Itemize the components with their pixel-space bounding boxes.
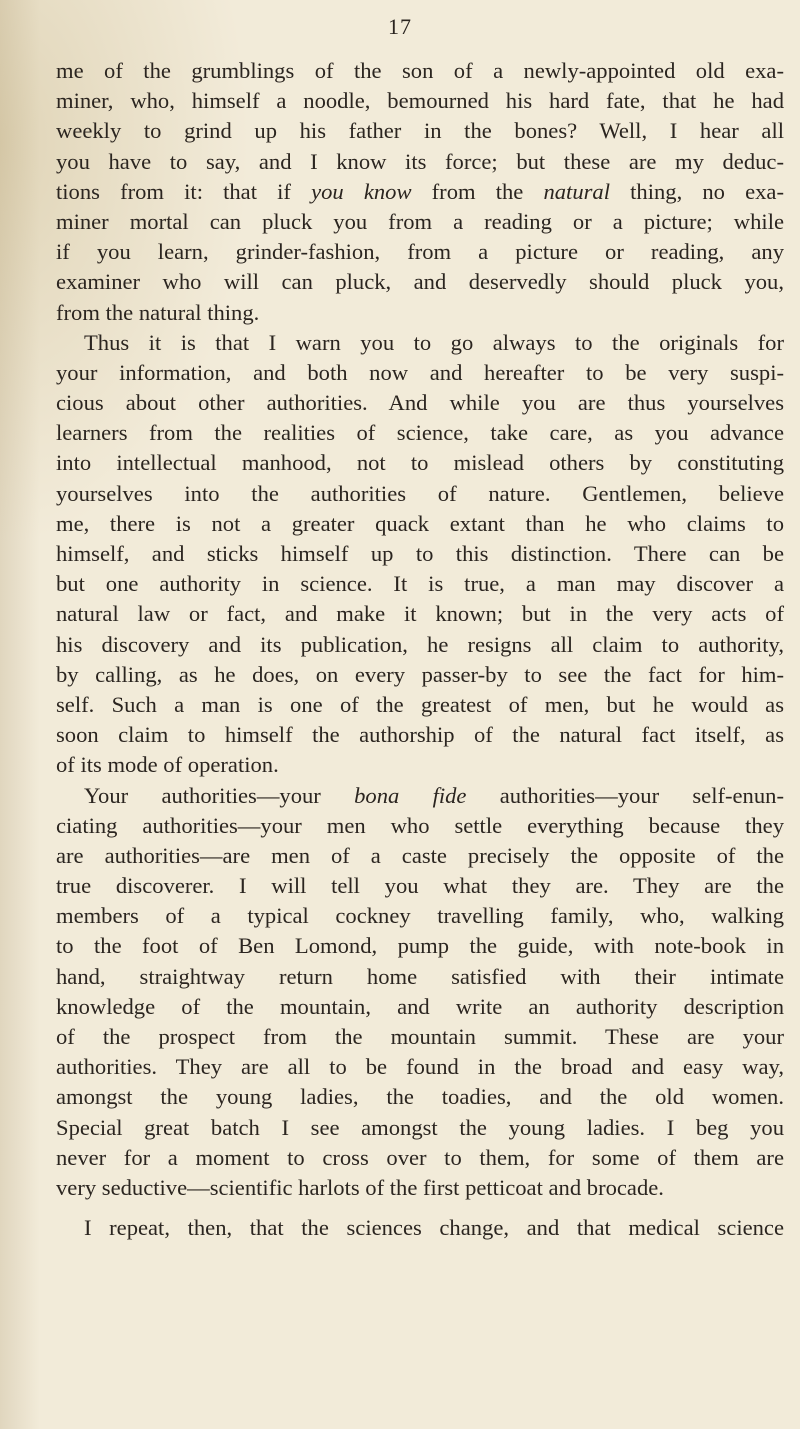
text-line: if you learn, grinder-fashion, from a picture or reading, any [56, 239, 784, 265]
page-number: 17 [388, 14, 412, 39]
text-line: weekly to grind up his father in the bones? Well, I hear all [56, 118, 784, 144]
text-line: miner mortal can pluck you from a reading or a picture; while [56, 208, 784, 234]
paragraph [56, 1213, 784, 1243]
text-line: to the foot of Ben Lomond, pump the guide, with note-book in [56, 933, 784, 959]
text-line: soon claim to himself the authorship of the natural fact itself, as [56, 722, 784, 748]
text-line: very seductive—scientific harlots of the first petticoat and brocade. [56, 1174, 664, 1200]
text-line: amongst the young ladies, the toadies, and the old women. [56, 1084, 784, 1110]
text-line: of its mode of operation. [56, 752, 279, 778]
text-line: you have to say, and I know its force; but these are my deduc- [56, 148, 784, 174]
paragraph [56, 781, 784, 1204]
text-line: tions from it: that if you know from the natural thing, no exa- [56, 178, 784, 204]
text-line: self. Such a man is one of the greatest of men, but he would as [56, 691, 784, 717]
text-line: examiner who will can pluck, and deservedly should pluck you, [56, 269, 784, 295]
text-line: knowledge of the mountain, and write an authority description [56, 993, 784, 1019]
text-line: are authorities—are men of a caste precisely the opposite of the [56, 842, 784, 868]
text-line: yourselves into the authorities of nature. Gentlemen, believe [56, 480, 784, 506]
text-line: hand, straightway return home satisfied with their intimate [56, 963, 784, 989]
text-line: cious about other authorities. And while you are thus yourselves [56, 390, 784, 416]
text-line: me, there is not a greater quack extant than he who claims to [56, 510, 784, 536]
paragraph [56, 56, 784, 328]
text-line: authorities. They are all to be found in the broad and easy way, [56, 1054, 784, 1080]
text-line: his discovery and its publication, he resigns all claim to authority, [56, 631, 784, 657]
text-line: Special great batch I see amongst the young ladies. I beg you [56, 1114, 784, 1140]
text-line: learners from the realities of science, take care, as you advance [56, 420, 784, 446]
body-text [56, 56, 784, 1243]
text-line: ciating authorities—your men who settle everything because they [56, 812, 784, 838]
text-line: of the prospect from the mountain summit. These are your [56, 1024, 784, 1049]
text-line: natural law or fact, and make it known; but in the very acts of [56, 601, 784, 627]
text-line: your information, and both now and hereafter to be very suspi- [56, 359, 784, 385]
text-line: miner, who, himself a noodle, bemourned his hard fate, that he had [56, 88, 784, 114]
text-line: into intellectual manhood, not to mislead others by constituting [56, 450, 784, 476]
text-line: himself, and sticks himself up to this distinction. There can be [56, 541, 784, 566]
text-line: Thus it is that I warn you to go always to the originals for [84, 329, 784, 355]
paragraph [56, 328, 784, 781]
text-line: members of a typical cockney travelling family, who, walking [56, 903, 784, 929]
text-line: from the natural thing. [56, 299, 260, 325]
text-line: Your authorities—your bona fide authorities—your self-enun- [84, 782, 784, 808]
text-line: me of the grumblings of the son of a newly-appointed old exa- [56, 58, 784, 83]
text-line: but one authority in science. It is true, a man may discover a [56, 571, 784, 597]
text-line: I repeat, then, that the sciences change, and that medical science [84, 1215, 784, 1241]
text-line: by calling, as he does, on every passer-by to see the fact for him- [56, 661, 784, 687]
text-line: never for a moment to cross over to them, for some of them are [56, 1144, 784, 1170]
text-line: true discoverer. I will tell you what they are. They are the [56, 873, 784, 899]
